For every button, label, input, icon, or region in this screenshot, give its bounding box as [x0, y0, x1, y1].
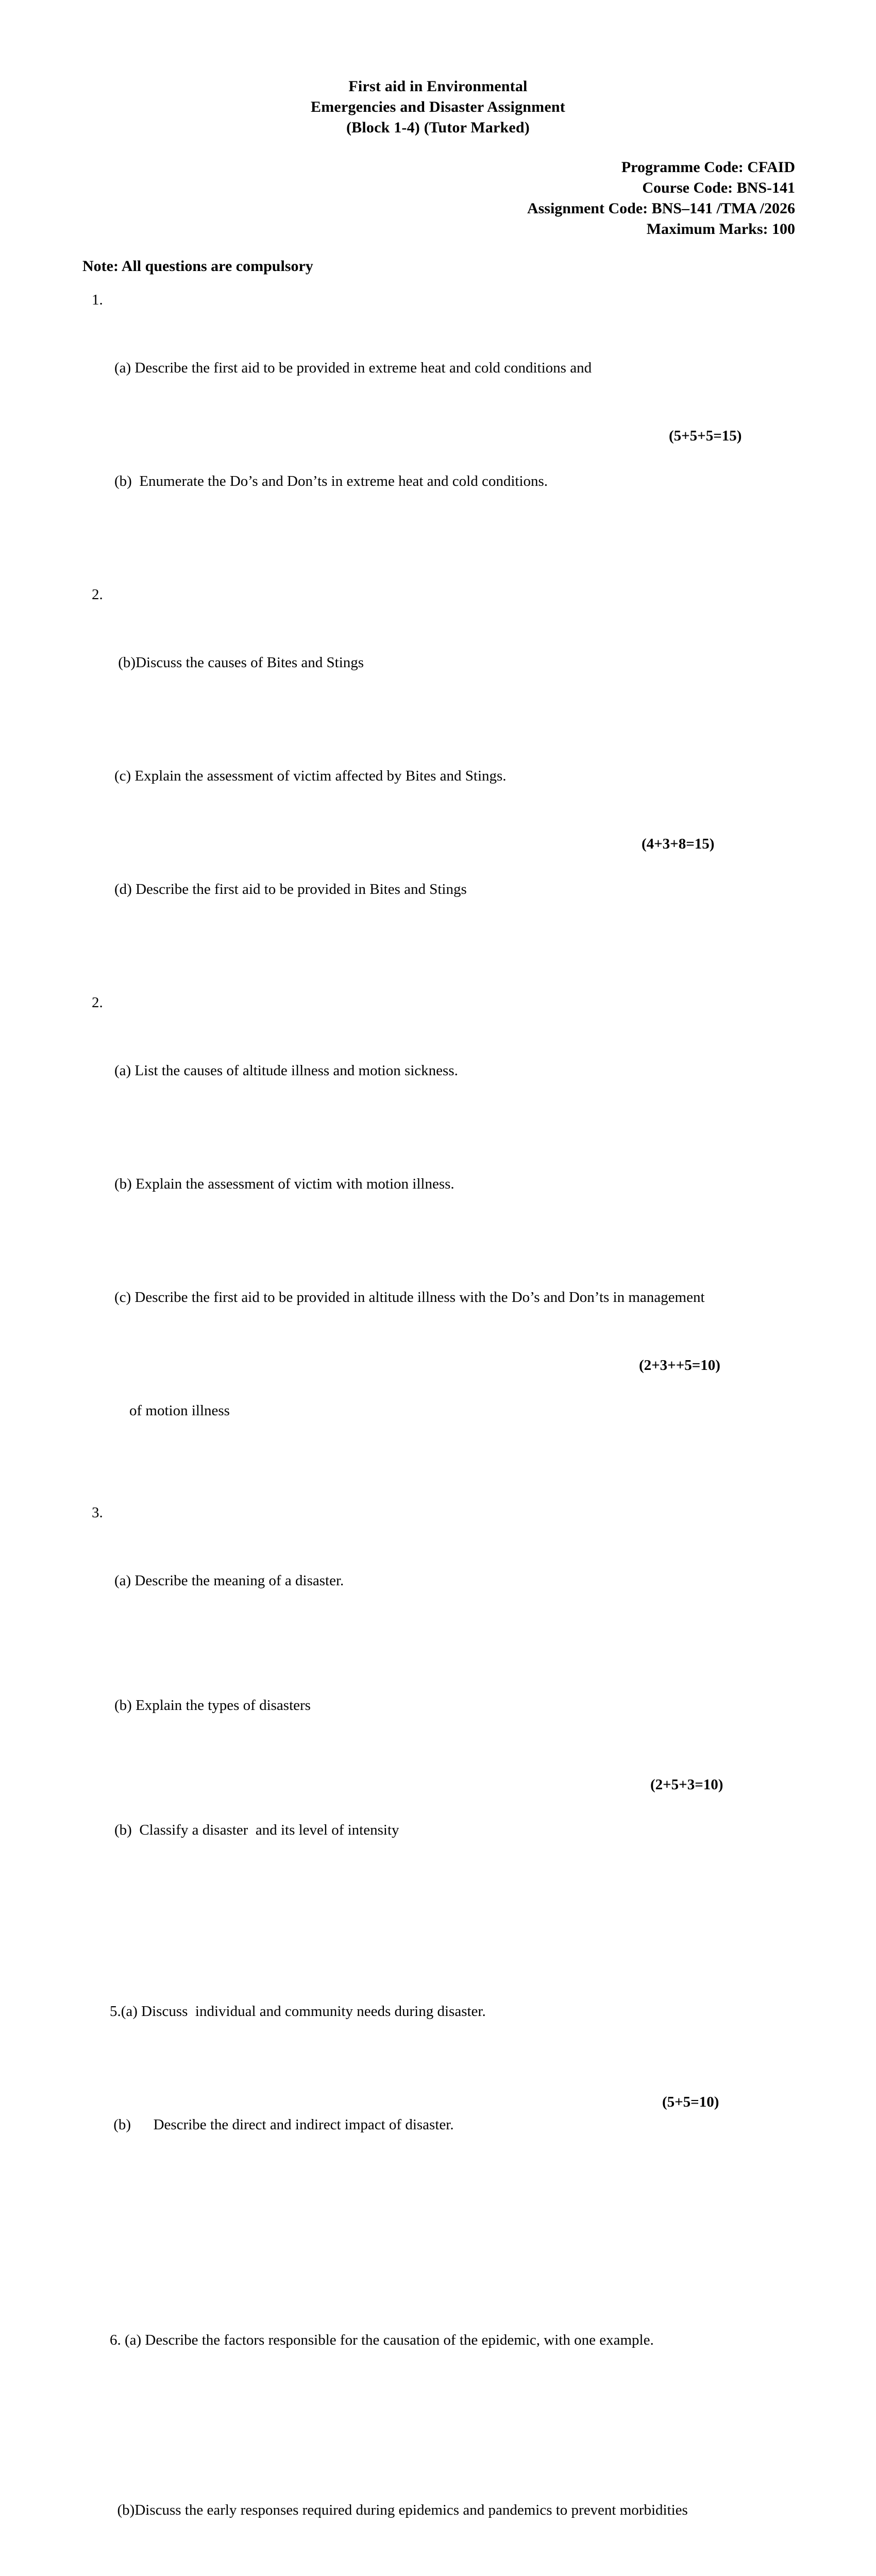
question-text: (b) Explain the assessment of victim with motion illness. [114, 1176, 454, 1192]
question-text: (c) Describe the first aid to be provided in altitude illness with the Do’s and Don’ts in management [114, 1289, 705, 1306]
marks-allocation: (4+3+8=15) [642, 836, 715, 852]
question-text: 5.(a) Discuss individual and community needs during disaster. [110, 2003, 486, 2020]
question-text: (b)Discuss the early responses required during epidemics and pandemics to prevent morbidities [110, 2502, 688, 2518]
question-2-altitude [0, 991, 876, 1490]
question-row [0, 289, 876, 425]
question-row [0, 1773, 876, 1909]
question-text: (b) Classify a disaster and its level of intensity [114, 1822, 399, 1838]
question-text: (b) Enumerate the Do’s and Don’ts in extreme heat and cold conditions. [114, 473, 548, 489]
title-line-1: First aid in Environmental [348, 78, 528, 95]
compulsory-note: Note: All questions are compulsory [82, 258, 313, 275]
question-row [0, 1501, 876, 1637]
maximum-marks: Maximum Marks: 100 [646, 221, 795, 238]
question-6 [0, 2261, 876, 2576]
question-row [0, 583, 876, 719]
marks-allocation: (2+5+3=10) [650, 1776, 723, 1793]
question-row [0, 1354, 876, 1490]
question-row [0, 833, 876, 969]
question-row [80, 2306, 876, 2374]
marks-allocation: (5+5+5=15) [669, 428, 742, 444]
course-code-block [527, 157, 795, 240]
question-number: 1. [92, 292, 103, 308]
title-line-3: (Block 1-4) (Tutor Marked) [346, 119, 530, 136]
question-number: 2. [92, 994, 103, 1011]
question-text: (b)Discuss the causes of Bites and Stings [114, 654, 364, 671]
question-row [0, 719, 876, 833]
question-number: 3. [92, 1504, 103, 1521]
question-text: (d) Describe the first aid to be provided in Bites and Stings [114, 881, 467, 897]
question-row [0, 1649, 876, 1762]
title-line-2: Emergencies and Disaster Assignment [311, 98, 565, 115]
question-3 [0, 1501, 876, 1909]
question-1 [0, 289, 876, 561]
question-row [0, 425, 876, 561]
question-text: of motion illness [114, 1402, 230, 1419]
question-2-bites [0, 583, 876, 969]
question-row [80, 1977, 876, 2045]
question-text: (b) Describe the direct and indirect impact of disaster. [110, 2116, 454, 2133]
question-row [0, 991, 876, 1127]
question-row [80, 2091, 876, 2181]
question-text: (a) Describe the meaning of a disaster. [114, 1572, 344, 1589]
programme-code: Programme Code: CFAID [621, 159, 795, 176]
assignment-code: Assignment Code: BNS–141 /TMA /2026 [527, 200, 795, 217]
question-text: (a) List the causes of altitude illness and motion sickness. [114, 1062, 458, 1079]
question-text: (a) Describe the first aid to be provided in extreme heat and cold conditions and [114, 360, 592, 376]
questions-body [0, 289, 876, 2576]
question-number: 2. [92, 586, 103, 603]
question-row [0, 1127, 876, 1241]
question-text: (b) Explain the types of disasters [114, 1697, 311, 1714]
question-row [0, 1241, 876, 1354]
marks-allocation: (5+5=10) [662, 2094, 719, 2110]
question-row [80, 2476, 876, 2544]
document-title [0, 76, 876, 138]
question-text: 6. (a) Describe the factors responsible for the causation of the epidemic, with one example. [110, 2332, 654, 2348]
question-text: (c) Explain the assessment of victim affected by Bites and Stings. [114, 768, 507, 784]
course-code: Course Code: BNS-141 [642, 179, 795, 196]
question-5 [0, 1932, 876, 2227]
marks-allocation: (2+3++5=10) [639, 1357, 720, 1374]
